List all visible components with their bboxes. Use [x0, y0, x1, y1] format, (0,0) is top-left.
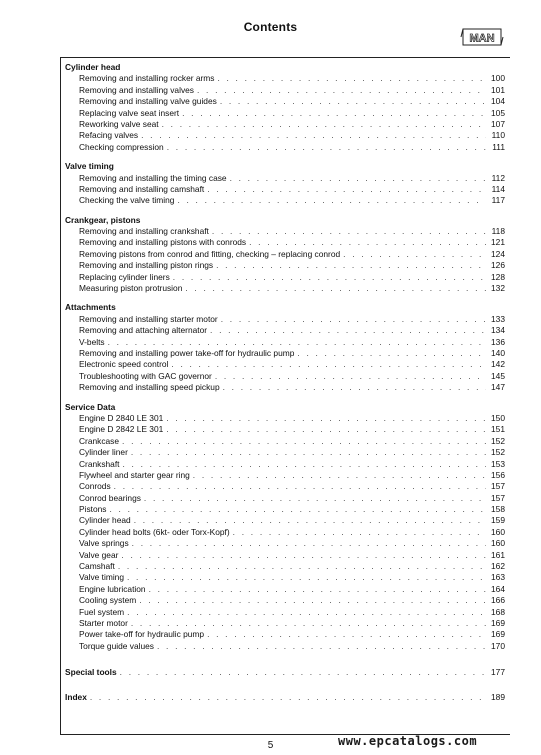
toc-entry[interactable]	[65, 572, 505, 583]
toc-entry-page: 160	[491, 526, 505, 537]
toc-entry-label: Valve gear	[79, 549, 119, 560]
toc-entry-label: Removing and installing valve guides	[79, 96, 217, 107]
toc-entry-label: Conrod bearings	[79, 492, 141, 503]
toc-entry-page: 111	[492, 141, 505, 152]
toc-entry[interactable]	[65, 195, 505, 206]
toc-entry[interactable]	[65, 130, 505, 141]
toc-entry[interactable]	[65, 371, 505, 382]
dot-leader	[132, 538, 486, 549]
toc-entry-label: Measuring piston protrusion	[79, 283, 183, 294]
toc-entry-label: Removing and installing camshaft	[79, 183, 205, 194]
toc-entry-label: Engine lubrication	[79, 583, 146, 594]
dot-leader	[166, 413, 486, 424]
toc-entry[interactable]	[65, 550, 505, 561]
toc-entry-page: 100	[491, 73, 505, 84]
dot-leader	[343, 249, 486, 260]
toc-entry-label: Removing and installing power take-off for hydraulic pump	[79, 347, 295, 358]
toc-entry-page: 105	[491, 107, 505, 118]
toc-entry-label: Starter motor	[79, 617, 128, 628]
toc-entry-page: 161	[491, 549, 505, 560]
toc-entry-label: Power take-off for hydraulic pump	[79, 629, 205, 640]
toc-top-entry-page: 177	[491, 667, 505, 678]
toc-entry-page: 152	[491, 447, 505, 458]
toc-entry[interactable]	[65, 348, 505, 359]
dot-leader	[210, 325, 486, 336]
toc-entry[interactable]	[65, 436, 505, 447]
toc-entry-label: Removing and installing the timing case	[79, 172, 227, 183]
dot-leader	[109, 504, 486, 515]
toc-entry-page: 151	[491, 424, 505, 435]
toc-entry-label: Removing and installing valves	[79, 84, 194, 95]
dot-leader	[134, 515, 486, 526]
dot-leader	[182, 108, 486, 119]
toc-entry-label: Camshaft	[79, 561, 115, 572]
toc-entry-label: Removing and installing pistons with conrods	[79, 237, 247, 248]
dot-leader	[173, 272, 486, 283]
toc-entry[interactable]	[65, 424, 505, 435]
toc-entry[interactable]	[65, 382, 505, 393]
toc-entry-label: Cylinder head bolts (6kt- oder Torx-Kopf)	[79, 526, 230, 537]
toc-entry-page: 163	[491, 572, 505, 583]
toc-entry-page: 162	[491, 561, 505, 572]
toc-entry-page: 118	[491, 226, 505, 237]
dot-leader	[120, 666, 486, 678]
toc-entry[interactable]	[65, 504, 505, 515]
toc-entry-page: 168	[491, 606, 505, 617]
dot-leader	[123, 459, 487, 470]
toc-top-entry[interactable]	[65, 691, 505, 703]
toc-entry[interactable]	[65, 359, 505, 370]
toc-entry-page: 104	[491, 96, 505, 107]
toc-entry[interactable]	[65, 527, 505, 538]
toc-entry-page: 157	[491, 492, 505, 503]
toc-entry[interactable]	[65, 260, 505, 271]
toc-entry-label: Troubleshooting with GAC governor	[79, 370, 212, 381]
dot-leader	[297, 348, 486, 359]
toc-entry-label: Conrods	[79, 481, 111, 492]
toc-entry-page: 121	[491, 237, 505, 248]
toc-entry-page: 158	[491, 504, 505, 515]
toc-top-entry[interactable]	[65, 666, 505, 678]
dot-leader	[216, 260, 486, 271]
toc-entry[interactable]	[65, 515, 505, 526]
dot-leader	[162, 119, 486, 130]
toc-entry[interactable]	[65, 237, 505, 248]
dot-leader	[220, 96, 486, 107]
toc-entry-page: 142	[491, 359, 505, 370]
toc-entry-label: Valve springs	[79, 538, 129, 549]
dot-leader	[141, 130, 486, 141]
toc-entry-page: 159	[491, 515, 505, 526]
dot-leader	[207, 629, 486, 640]
dot-leader	[122, 436, 486, 447]
toc-entry-label: Torque guide values	[79, 640, 154, 651]
toc-entry-page: 128	[491, 271, 505, 282]
dot-leader	[118, 561, 486, 572]
table-of-contents	[65, 62, 505, 716]
toc-entry-label: Checking compression	[79, 141, 164, 152]
toc-entry[interactable]	[65, 142, 505, 153]
dot-leader	[193, 470, 486, 481]
toc-entry-label: Removing and attaching alternator	[79, 325, 208, 336]
toc-entry-page: 133	[491, 313, 505, 324]
top-rule	[60, 57, 510, 58]
man-logo	[460, 28, 504, 46]
toc-entry[interactable]	[65, 607, 505, 618]
toc-entry-page: 117	[491, 195, 505, 206]
dot-leader	[90, 691, 486, 703]
toc-entry-page: 157	[491, 481, 505, 492]
toc-entry[interactable]	[65, 85, 505, 96]
toc-entry-label: Removing and installing piston rings	[79, 260, 214, 271]
dot-leader	[167, 142, 486, 153]
toc-entry[interactable]	[65, 641, 505, 652]
toc-entry-label: Fuel system	[79, 606, 125, 617]
dot-leader	[108, 337, 486, 348]
toc-section	[65, 161, 505, 207]
toc-entry-page: 112	[491, 172, 505, 183]
logo-text: MAN	[469, 32, 495, 45]
toc-entry-page: 164	[491, 583, 505, 594]
section-title: Cylinder head	[65, 62, 121, 72]
section-title: Service Data	[65, 401, 116, 412]
toc-entry-label: Removing and installing crankshaft	[79, 226, 209, 237]
toc-entry-page: 124	[491, 248, 505, 259]
toc-entry-label: V-belts	[79, 336, 105, 347]
toc-entry[interactable]	[65, 618, 505, 629]
toc-entry-label: Valve timing	[79, 572, 124, 583]
toc-entry[interactable]	[65, 584, 505, 595]
dot-leader	[197, 85, 486, 96]
toc-entry-label: Cylinder liner	[79, 447, 128, 458]
dot-leader	[221, 314, 486, 325]
toc-entry-page: 110	[491, 130, 505, 141]
left-rule	[60, 57, 61, 735]
dot-leader	[131, 447, 486, 458]
dot-leader	[171, 359, 486, 370]
dot-leader	[144, 493, 486, 504]
dot-leader	[177, 195, 486, 206]
toc-entry-page: 114	[491, 183, 505, 194]
toc-entry-page: 140	[491, 347, 505, 358]
toc-entry-label: Electronic speed control	[79, 359, 169, 370]
toc-entry[interactable]	[65, 314, 505, 325]
toc-section	[65, 302, 505, 393]
toc-entry-page: 170	[491, 640, 505, 651]
toc-entry-label: Removing and installing rocker arms	[79, 73, 215, 84]
toc-entry[interactable]	[65, 337, 505, 348]
section-title: Attachments	[65, 302, 116, 313]
toc-entry[interactable]	[65, 413, 505, 424]
dot-leader	[157, 641, 486, 652]
toc-entry[interactable]	[65, 447, 505, 458]
dot-leader	[127, 572, 486, 583]
section-title: Crankgear, pistons	[65, 214, 141, 225]
toc-entry[interactable]	[65, 108, 505, 119]
toc-entry-label: Removing and installing starter motor	[79, 313, 218, 324]
toc-entry-label: Replacing cylinder liners	[79, 271, 170, 282]
toc-entry-page: 145	[491, 370, 505, 381]
toc-entry[interactable]	[65, 481, 505, 492]
dot-leader	[249, 237, 486, 248]
toc-entry[interactable]	[65, 283, 505, 294]
toc-entry[interactable]	[65, 249, 505, 260]
toc-entry-page: 169	[491, 617, 505, 628]
toc-entry-label: Pistons	[79, 504, 107, 515]
toc-section	[65, 402, 505, 653]
toc-entry[interactable]	[65, 459, 505, 470]
page-number: 5	[267, 740, 274, 751]
toc-entry[interactable]	[65, 184, 505, 195]
toc-entry-page: 156	[491, 469, 505, 480]
toc-entry-page: 101	[491, 84, 505, 95]
toc-entry-page: 169	[491, 629, 505, 640]
dot-leader	[114, 481, 486, 492]
toc-entry[interactable]	[65, 96, 505, 107]
dot-leader	[215, 371, 486, 382]
dot-leader	[212, 226, 486, 237]
toc-entry-page: 152	[491, 435, 505, 446]
toc-entry-label: Flywheel and starter gear ring	[79, 469, 190, 480]
toc-entry-page: 132	[491, 283, 505, 294]
toc-entry[interactable]	[65, 226, 505, 237]
toc-entry[interactable]	[65, 595, 505, 606]
toc-entry[interactable]	[65, 538, 505, 549]
toc-entry-label: Crankcase	[79, 435, 120, 446]
toc-entry-label: Engine D 2842 LE 301	[79, 424, 164, 435]
toc-entry-label: Removing and installing speed pickup	[79, 382, 220, 393]
toc-entry-label: Cooling system	[79, 595, 137, 606]
toc-entry[interactable]	[65, 325, 505, 336]
toc-entry[interactable]	[65, 272, 505, 283]
toc-entry-page: 107	[491, 118, 505, 129]
dot-leader	[131, 618, 486, 629]
toc-entry[interactable]	[65, 629, 505, 640]
toc-entry-label: Replacing valve seat insert	[79, 107, 180, 118]
toc-entry-page: 126	[491, 260, 505, 271]
dot-leader	[139, 595, 486, 606]
toc-entry[interactable]	[65, 119, 505, 130]
toc-entry-page: 134	[491, 325, 505, 336]
dot-leader	[230, 173, 486, 184]
toc-entry-label: Cylinder head	[79, 515, 131, 526]
dot-leader	[233, 527, 486, 538]
toc-entry[interactable]	[65, 73, 505, 84]
dot-leader	[217, 73, 486, 84]
toc-entry-label: Removing pistons from conrod and fitting, checking – replacing conrod	[79, 248, 341, 259]
dot-leader	[166, 424, 486, 435]
toc-entry-page: 150	[491, 412, 505, 423]
dot-leader	[121, 550, 486, 561]
toc-entry-page: 153	[491, 458, 505, 469]
dot-leader	[127, 607, 486, 618]
toc-entry[interactable]	[65, 561, 505, 572]
dot-leader	[223, 382, 486, 393]
toc-entry[interactable]	[65, 173, 505, 184]
toc-entry[interactable]	[65, 493, 505, 504]
toc-entry-label: Refacing valves	[79, 130, 139, 141]
toc-entry-label: Reworking valve seat	[79, 118, 159, 129]
toc-entry-label: Crankshaft	[79, 458, 120, 469]
toc-entry-label: Checking the valve timing	[79, 195, 175, 206]
dot-leader	[185, 283, 486, 294]
toc-entry-page: 136	[491, 336, 505, 347]
toc-top-entry-label: Index	[65, 692, 87, 703]
page-title: Contents	[243, 20, 298, 34]
toc-entry-label: Engine D 2840 LE 301	[79, 412, 164, 423]
dot-leader	[149, 584, 486, 595]
toc-section	[65, 62, 505, 153]
watermark: www.epcatalogs.com	[338, 734, 478, 748]
toc-entry-page: 166	[491, 595, 505, 606]
toc-top-entry-label: Special tools	[65, 667, 117, 678]
toc-section	[65, 215, 505, 295]
toc-top-entry-page: 189	[491, 692, 505, 703]
toc-entry[interactable]	[65, 470, 505, 481]
toc-entry-page: 160	[491, 538, 505, 549]
dot-leader	[207, 184, 486, 195]
toc-entry-page: 147	[491, 382, 505, 393]
section-title: Valve timing	[65, 161, 114, 172]
